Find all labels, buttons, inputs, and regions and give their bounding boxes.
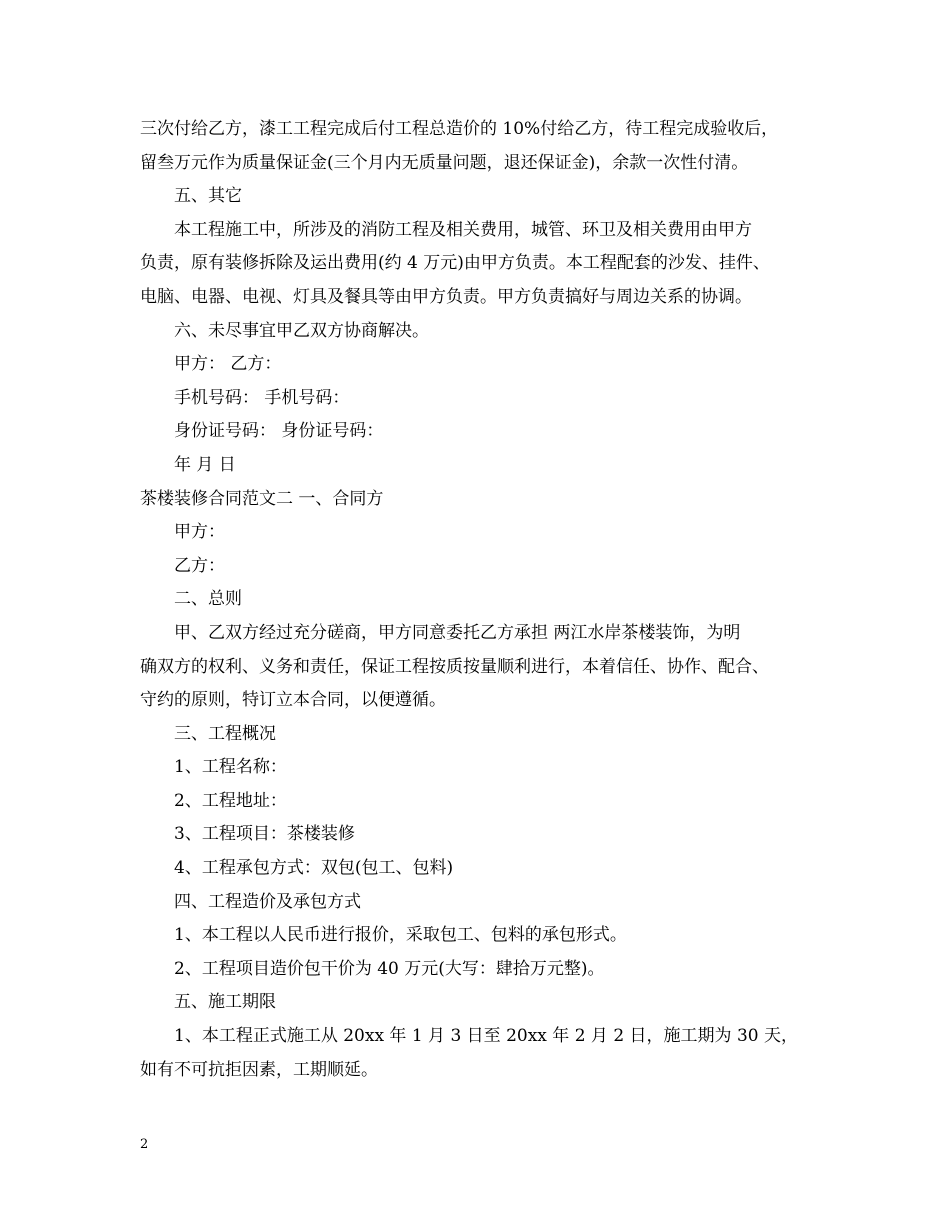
text-line: 1、本工程正式施工从 20xx 年 1 月 3 日至 20xx 年 2 月 2 日，施工期为 30 天， — [174, 1026, 798, 1047]
text-line: 守约的原则，特订立本合同，以便遵循。 — [140, 690, 446, 711]
text-line: 2、工程项目造价包干价为 40 万元(大写：肆拾万元整)。 — [174, 958, 605, 979]
text-line: 确双方的权利、义务和责任，保证工程按质按量顺利进行，本着信任、协作、配合、 — [140, 656, 769, 677]
text-line: 负责，原有装修拆除及运出费用(约 4 万元)由甲方负责。本工程配套的沙发、挂件、 — [140, 253, 770, 274]
text-line: 六、未尽事宜甲乙双方协商解决。 — [174, 320, 429, 341]
text-line: 电脑、电器、电视、灯具及餐具等由甲方负责。甲方负责搞好与周边关系的协调。 — [140, 286, 752, 307]
text-line: 1、本工程以人民币进行报价，采取包工、包料的承包形式。 — [174, 925, 627, 946]
text-line: 五、其它 — [174, 186, 242, 207]
text-line: 4、工程承包方式：双包(包工、包料) — [174, 858, 454, 879]
text-line: 3、工程项目：茶楼装修 — [174, 824, 355, 845]
text-line: 手机号码： 手机号码： — [174, 387, 350, 408]
text-line: 三次付给乙方，漆工工程完成后付工程总造价的 10%付给乙方，待工程完成验收后， — [140, 119, 779, 139]
page-number: 2 — [140, 1137, 149, 1152]
text-line: 二、总则 — [174, 589, 242, 610]
text-line: 2、工程地址： — [174, 790, 287, 811]
text-line: 茶楼装修合同范文二 一、合同方 — [140, 488, 384, 509]
text-line: 甲方： 乙方： — [174, 354, 282, 375]
text-line: 五、施工期限 — [174, 992, 276, 1013]
text-line: 留叁万元作为质量保证金(三个月内无质量问题，退还保证金)，余款一次性付清。 — [140, 152, 749, 173]
text-line: 乙方： — [174, 555, 225, 576]
text-line: 1、工程名称： — [174, 757, 287, 778]
text-line: 如有不可抗拒因素，工期顺延。 — [140, 1059, 378, 1080]
text-line: 四、工程造价及承包方式 — [174, 891, 361, 912]
text-line: 三、工程概况 — [174, 723, 276, 744]
text-line: 甲方： — [174, 522, 225, 543]
document-body — [140, 113, 810, 1087]
text-line: 身份证号码： 身份证号码： — [174, 421, 384, 442]
text-line: 甲、乙双方经过充分磋商，甲方同意委托乙方承担 两江水岸茶楼装饰，为明 — [174, 622, 741, 643]
text-line: 年 月 日 — [174, 454, 236, 475]
text-line: 本工程施工中，所涉及的消防工程及相关费用，城管、环卫及相关费用由甲方 — [174, 219, 752, 240]
